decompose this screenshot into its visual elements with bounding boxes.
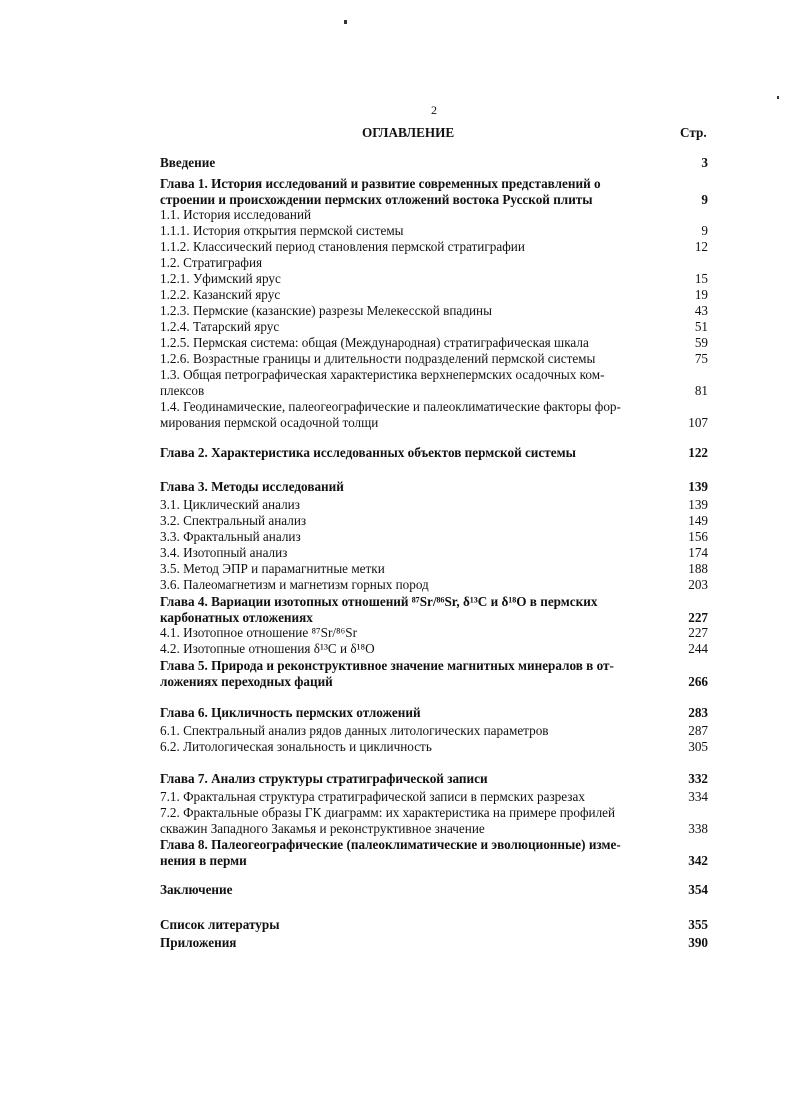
toc-entry-title: Глава 1. История исследований и развитие современных представлений о — [160, 176, 601, 191]
toc-entry-title: 1.4. Геодинамические, палеогеографические и палеоклиматические факторы фор- — [160, 399, 621, 414]
toc-entry-title: мирования пермской осадочной толщи — [160, 415, 379, 430]
toc-entry-title: 1.1. История исследований — [160, 207, 312, 222]
toc-entry-title: Глава 6. Цикличность пермских отложений — [160, 705, 421, 720]
toc-entry-page: 355 — [688, 917, 708, 932]
toc-entry-title: 3.2. Спектральный анализ — [160, 513, 307, 528]
toc-entry-title: 3.6. Палеомагнетизм и магнетизм горных пород — [160, 577, 429, 592]
toc-entry-page: 9 — [701, 223, 708, 238]
toc-entry-page: 15 — [694, 271, 708, 286]
page-number: 2 — [431, 103, 437, 117]
toc-entry-title: 6.1. Спектральный анализ рядов данных литологических параметров — [160, 723, 549, 738]
toc-entry-title: 3.5. Метод ЭПР и парамагнитные метки — [160, 561, 385, 576]
toc-entry-title: 6.2. Литологическая зональность и цикличность — [160, 739, 432, 754]
scan-speck — [344, 20, 347, 24]
toc-entry-title: Введение — [160, 155, 216, 170]
toc-entry-page: 244 — [688, 641, 708, 656]
page-column-label: Стр. — [680, 125, 707, 140]
toc-entry-page: 3 — [701, 155, 708, 170]
toc-entry-title: 1.1.2. Классический период становления пермской стратиграфии — [160, 239, 525, 254]
toc-entry-page: 305 — [688, 739, 708, 754]
toc-entry-title: 1.2.3. Пермские (казанские) разрезы Мелекесской впадины — [160, 303, 492, 318]
toc-entry-title: 1.2.6. Возрастные границы и длительности подразделений пермской системы — [160, 351, 596, 366]
toc-entry-page: 266 — [688, 674, 708, 689]
toc-entry-page: 51 — [694, 319, 708, 334]
toc-entry-page: 174 — [688, 545, 708, 560]
toc-entry-title: 3.4. Изотопный анализ — [160, 545, 288, 560]
toc-entry-title: карбонатных отложениях — [160, 610, 313, 625]
toc-entry-page: 139 — [688, 497, 708, 512]
toc-entry-title: 3.1. Циклический анализ — [160, 497, 300, 512]
toc-entry-title: Заключение — [160, 882, 233, 897]
toc-entry-title: 1.1.1. История открытия пермской системы — [160, 223, 404, 238]
toc-entry-title: Глава 7. Анализ структуры стратиграфической записи — [160, 771, 488, 786]
toc-entry-page: 19 — [694, 287, 708, 302]
toc-entry-title: нения в перми — [160, 853, 247, 868]
toc-entry-page: 287 — [688, 723, 708, 738]
toc-entry-title: 4.1. Изотопное отношение ⁸⁷Sr/⁸⁶Sr — [160, 625, 357, 640]
toc-entry-title: плексов — [160, 383, 205, 398]
toc-entry-page: 227 — [688, 625, 708, 640]
toc-entry-title: Глава 4. Вариации изотопных отношений ⁸⁷Sr/⁸⁶Sr, δ¹³C и δ¹⁸O в пермских — [160, 594, 598, 609]
toc-entry-page: 156 — [688, 529, 708, 544]
scan-speck — [777, 96, 779, 99]
toc-entry-page: 149 — [688, 513, 708, 528]
toc-entry-page: 75 — [694, 351, 708, 366]
toc-entry-page: 43 — [694, 303, 708, 318]
toc-entry-title: Список литературы — [160, 917, 280, 932]
toc-entry-title: Глава 2. Характеристика исследованных объектов пермской системы — [160, 445, 576, 460]
toc-entry-title: 4.2. Изотопные отношения δ¹³C и δ¹⁸O — [160, 641, 375, 656]
toc-entry-page: 188 — [688, 561, 708, 576]
toc-entry-page: 203 — [688, 577, 708, 592]
toc-heading: ОГЛАВЛЕНИЕ — [362, 125, 455, 140]
toc-entry-page: 139 — [688, 479, 708, 494]
toc-entry-page: 390 — [688, 935, 708, 950]
toc-entry-page: 342 — [688, 853, 708, 868]
toc-entry-page: 354 — [688, 882, 708, 897]
toc-entry-title: 1.2.1. Уфимский ярус — [160, 271, 281, 286]
toc-entry-page: 227 — [688, 610, 708, 625]
toc-entry-title: 7.1. Фрактальная структура стратиграфической записи в пермских разрезах — [160, 789, 585, 804]
toc-entry-page: 81 — [694, 383, 708, 398]
toc-entry-title: 1.3. Общая петрографическая характеристика верхнепермских осадочных ком- — [160, 367, 605, 382]
toc-entry-page: 338 — [688, 821, 708, 836]
toc-entry-page: 59 — [694, 335, 708, 350]
toc-entry-title: 1.2.5. Пермская система: общая (Международная) стратиграфическая шкала — [160, 335, 589, 350]
toc-entry-title: 7.2. Фрактальные образы ГК диаграмм: их характеристика на примере профилей — [160, 805, 616, 820]
toc-entry-page: 332 — [688, 771, 708, 786]
toc-entry-title: 3.3. Фрактальный анализ — [160, 529, 301, 544]
toc-entry-page: 107 — [688, 415, 708, 430]
toc-entry-title: Глава 8. Палеогеографические (палеоклиматические и эволюционные) изме- — [160, 837, 621, 852]
toc-entry-title: 1.2.4. Татарский ярус — [160, 319, 280, 334]
toc-entry-title: ложениях переходных фаций — [160, 674, 333, 689]
toc-entry-title: 1.2.2. Казанский ярус — [160, 287, 281, 302]
toc-entry-title: строении и происхождении пермских отложений востока Русской плиты — [160, 192, 593, 207]
toc-entry-page: 283 — [688, 705, 708, 720]
toc-entry-title: 1.2. Стратиграфия — [160, 255, 263, 270]
toc-entry-title: Приложения — [160, 935, 237, 950]
toc-entry-page: 122 — [688, 445, 708, 460]
toc-entry-page: 12 — [694, 239, 708, 254]
toc-entry-page: 9 — [701, 192, 708, 207]
toc-entry-title: скважин Западного Закамья и реконструктивное значение — [160, 821, 485, 836]
toc-entry-title: Глава 3. Методы исследований — [160, 479, 344, 494]
toc-entry-title: Глава 5. Природа и реконструктивное значение магнитных минералов в от- — [160, 658, 614, 673]
toc-entry-page: 334 — [688, 789, 708, 804]
